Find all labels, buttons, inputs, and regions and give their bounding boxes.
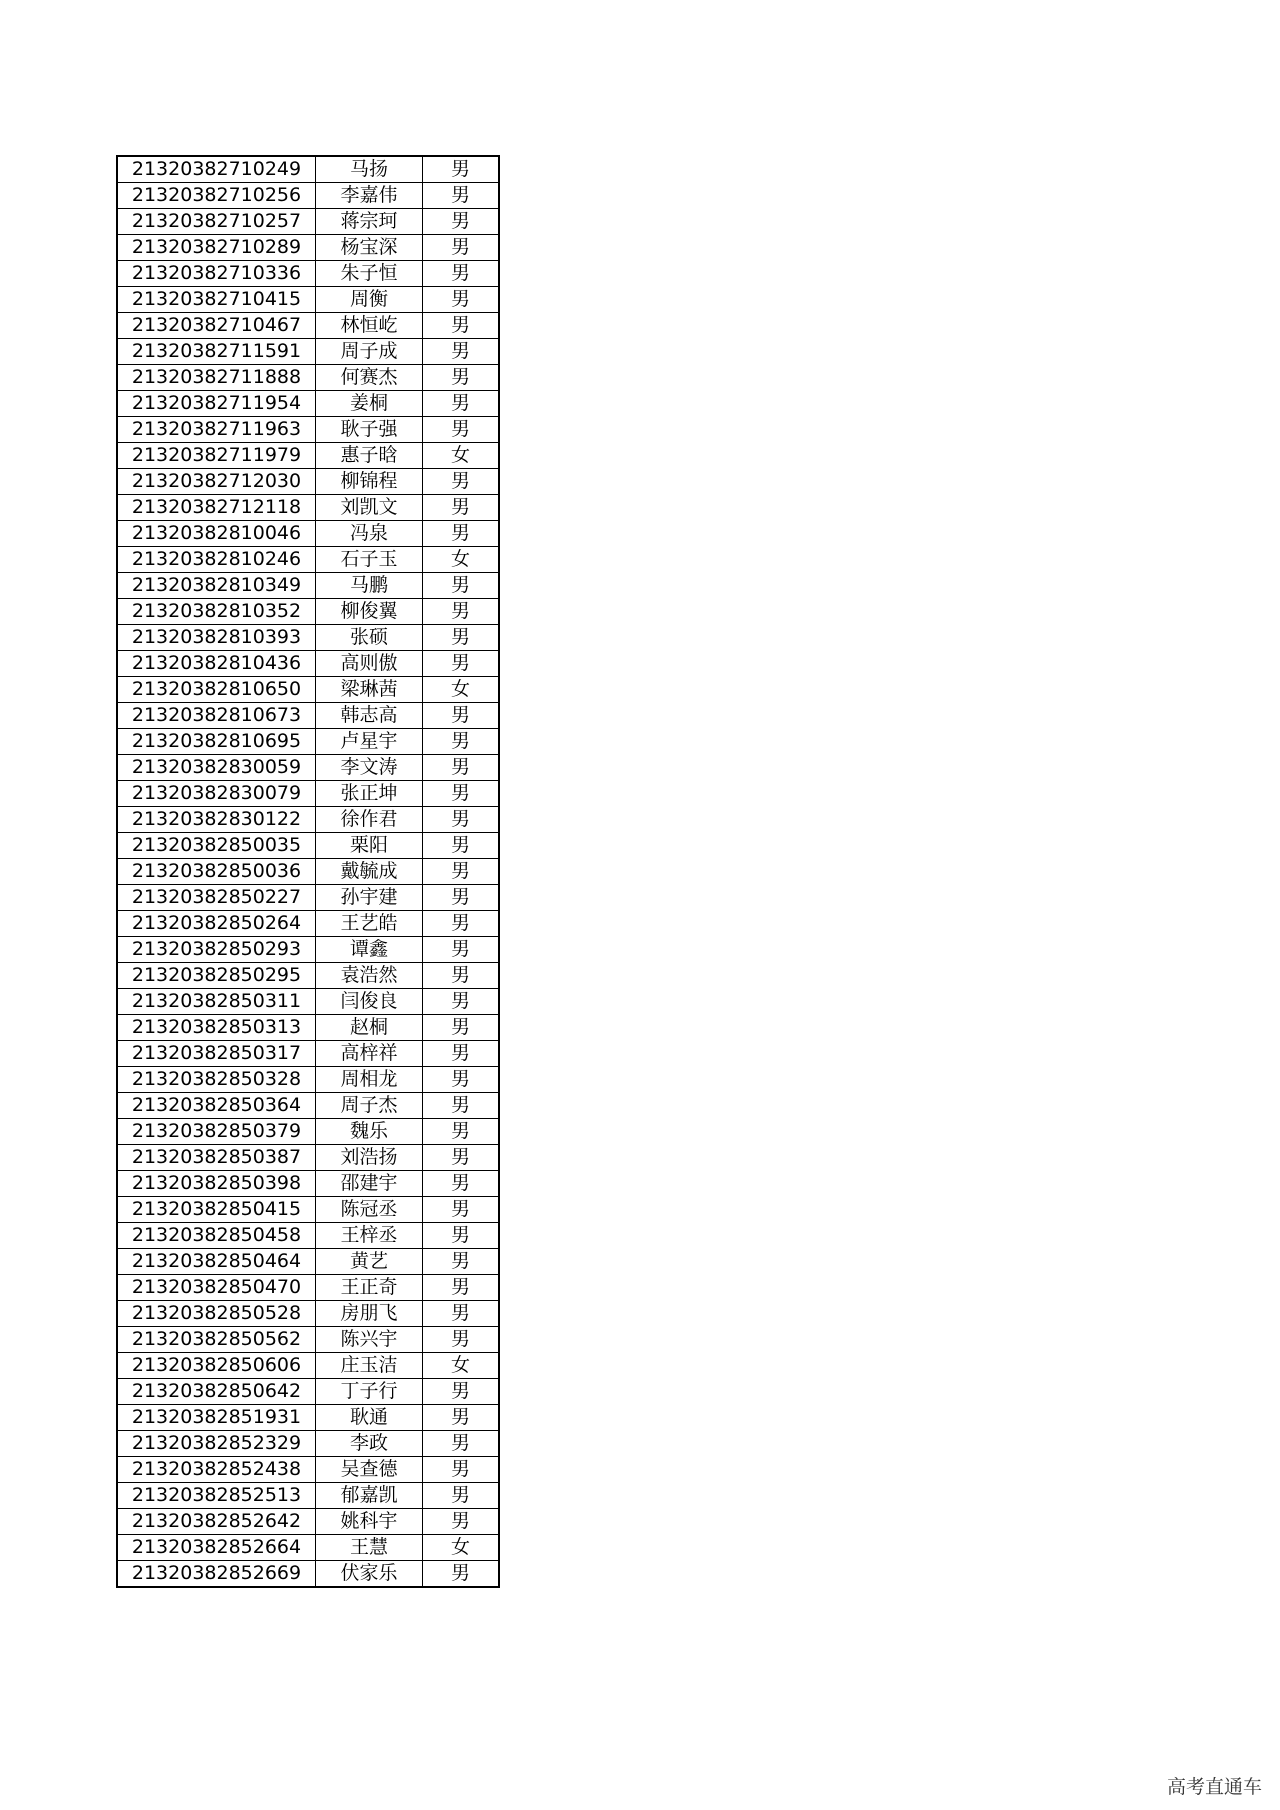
table-row xyxy=(117,807,499,833)
student-id-cell: 21320382810695 xyxy=(117,729,316,755)
student-id-cell: 21320382850264 xyxy=(117,911,316,937)
table-row xyxy=(117,261,499,287)
table-row xyxy=(117,1067,499,1093)
student-name-cell: 李文涛 xyxy=(316,755,423,781)
table-row xyxy=(117,599,499,625)
student-id-cell: 21320382810650 xyxy=(117,677,316,703)
student-id-cell: 21320382810673 xyxy=(117,703,316,729)
table-row xyxy=(117,1197,499,1223)
student-id-cell: 21320382850562 xyxy=(117,1327,316,1353)
student-id-cell: 21320382852642 xyxy=(117,1509,316,1535)
table-row xyxy=(117,1509,499,1535)
student-sex-cell: 男 xyxy=(423,261,500,287)
student-sex-cell: 男 xyxy=(423,755,500,781)
student-sex-cell: 男 xyxy=(423,1509,500,1535)
student-sex-cell: 男 xyxy=(423,1405,500,1431)
student-sex-cell: 男 xyxy=(423,963,500,989)
student-name-cell: 郁嘉凯 xyxy=(316,1483,423,1509)
student-name-cell: 朱子恒 xyxy=(316,261,423,287)
student-name-cell: 周衡 xyxy=(316,287,423,313)
table-row xyxy=(117,313,499,339)
student-name-cell: 陈冠丞 xyxy=(316,1197,423,1223)
student-sex-cell: 男 xyxy=(423,989,500,1015)
student-name-cell: 惠子晗 xyxy=(316,443,423,469)
student-id-cell: 21320382810352 xyxy=(117,599,316,625)
table-row xyxy=(117,729,499,755)
student-id-cell: 21320382850606 xyxy=(117,1353,316,1379)
student-name-cell: 周子成 xyxy=(316,339,423,365)
student-id-cell: 21320382710415 xyxy=(117,287,316,313)
table-row xyxy=(117,1275,499,1301)
student-sex-cell: 男 xyxy=(423,495,500,521)
student-sex-cell: 男 xyxy=(423,1301,500,1327)
student-sex-cell: 男 xyxy=(423,651,500,677)
table-row xyxy=(117,1015,499,1041)
student-name-cell: 栗阳 xyxy=(316,833,423,859)
student-id-cell: 21320382850415 xyxy=(117,1197,316,1223)
student-id-cell: 21320382850036 xyxy=(117,859,316,885)
student-id-cell: 21320382850328 xyxy=(117,1067,316,1093)
student-sex-cell: 男 xyxy=(423,365,500,391)
student-id-cell: 21320382850364 xyxy=(117,1093,316,1119)
student-id-cell: 21320382810393 xyxy=(117,625,316,651)
student-sex-cell: 男 xyxy=(423,287,500,313)
student-id-cell: 21320382711979 xyxy=(117,443,316,469)
student-id-cell: 21320382850528 xyxy=(117,1301,316,1327)
table-row xyxy=(117,183,499,209)
student-sex-cell: 男 xyxy=(423,313,500,339)
student-name-cell: 刘凯文 xyxy=(316,495,423,521)
table-row xyxy=(117,1535,499,1561)
student-sex-cell: 男 xyxy=(423,781,500,807)
student-name-cell: 马鹏 xyxy=(316,573,423,599)
student-name-cell: 李政 xyxy=(316,1431,423,1457)
table-row xyxy=(117,1093,499,1119)
student-id-cell: 21320382712030 xyxy=(117,469,316,495)
student-name-cell: 柳锦程 xyxy=(316,469,423,495)
table-row xyxy=(117,833,499,859)
student-sex-cell: 男 xyxy=(423,183,500,209)
student-sex-cell: 男 xyxy=(423,1483,500,1509)
table-row xyxy=(117,1457,499,1483)
student-id-cell: 21320382850379 xyxy=(117,1119,316,1145)
table-row xyxy=(117,365,499,391)
student-name-cell: 房朋飞 xyxy=(316,1301,423,1327)
student-sex-cell: 男 xyxy=(423,1093,500,1119)
table-row xyxy=(117,287,499,313)
table-row xyxy=(117,469,499,495)
table-row xyxy=(117,989,499,1015)
student-sex-cell: 男 xyxy=(423,1145,500,1171)
student-id-cell: 21320382810349 xyxy=(117,573,316,599)
student-sex-cell: 男 xyxy=(423,1249,500,1275)
student-id-cell: 21320382711591 xyxy=(117,339,316,365)
table-row xyxy=(117,1041,499,1067)
student-sex-cell: 男 xyxy=(423,911,500,937)
student-name-cell: 戴毓成 xyxy=(316,859,423,885)
student-sex-cell: 男 xyxy=(423,1171,500,1197)
table-row xyxy=(117,859,499,885)
student-name-cell: 张正坤 xyxy=(316,781,423,807)
table-row xyxy=(117,1301,499,1327)
student-sex-cell: 男 xyxy=(423,521,500,547)
student-sex-cell: 男 xyxy=(423,807,500,833)
student-sex-cell: 男 xyxy=(423,209,500,235)
table-row xyxy=(117,1483,499,1509)
student-name-cell: 马扬 xyxy=(316,156,423,183)
student-name-cell: 林恒屹 xyxy=(316,313,423,339)
table-row xyxy=(117,781,499,807)
table-row xyxy=(117,1223,499,1249)
roster-body xyxy=(117,156,499,1587)
student-sex-cell: 女 xyxy=(423,547,500,573)
student-sex-cell: 男 xyxy=(423,1327,500,1353)
table-row xyxy=(117,443,499,469)
student-sex-cell: 男 xyxy=(423,729,500,755)
table-row xyxy=(117,963,499,989)
student-id-cell: 21320382852669 xyxy=(117,1561,316,1588)
student-id-cell: 21320382850398 xyxy=(117,1171,316,1197)
student-name-cell: 卢星宇 xyxy=(316,729,423,755)
student-id-cell: 21320382710467 xyxy=(117,313,316,339)
table-row xyxy=(117,1327,499,1353)
student-name-cell: 陈兴宇 xyxy=(316,1327,423,1353)
student-sex-cell: 男 xyxy=(423,885,500,911)
student-sex-cell: 男 xyxy=(423,833,500,859)
student-id-cell: 21320382850464 xyxy=(117,1249,316,1275)
table-row xyxy=(117,547,499,573)
student-id-cell: 21320382852513 xyxy=(117,1483,316,1509)
student-id-cell: 21320382810436 xyxy=(117,651,316,677)
student-name-cell: 魏乐 xyxy=(316,1119,423,1145)
student-id-cell: 21320382810046 xyxy=(117,521,316,547)
student-sex-cell: 男 xyxy=(423,937,500,963)
student-name-cell: 梁琳茜 xyxy=(316,677,423,703)
student-sex-cell: 男 xyxy=(423,391,500,417)
table-row xyxy=(117,1561,499,1588)
student-sex-cell: 男 xyxy=(423,573,500,599)
table-row xyxy=(117,937,499,963)
table-row xyxy=(117,677,499,703)
table-row xyxy=(117,235,499,261)
student-sex-cell: 女 xyxy=(423,677,500,703)
table-row xyxy=(117,391,499,417)
student-sex-cell: 男 xyxy=(423,859,500,885)
student-name-cell: 吴查德 xyxy=(316,1457,423,1483)
student-name-cell: 姚科宇 xyxy=(316,1509,423,1535)
student-sex-cell: 男 xyxy=(423,1067,500,1093)
student-sex-cell: 男 xyxy=(423,1119,500,1145)
student-name-cell: 周相龙 xyxy=(316,1067,423,1093)
student-id-cell: 21320382850642 xyxy=(117,1379,316,1405)
student-name-cell: 姜桐 xyxy=(316,391,423,417)
table-row xyxy=(117,1171,499,1197)
student-roster-table xyxy=(116,155,500,1588)
student-sex-cell: 男 xyxy=(423,1197,500,1223)
table-row xyxy=(117,911,499,937)
student-name-cell: 赵桐 xyxy=(316,1015,423,1041)
table-row xyxy=(117,1145,499,1171)
table-row xyxy=(117,1353,499,1379)
student-id-cell: 21320382710257 xyxy=(117,209,316,235)
student-id-cell: 21320382850313 xyxy=(117,1015,316,1041)
student-sex-cell: 男 xyxy=(423,1379,500,1405)
student-id-cell: 21320382850227 xyxy=(117,885,316,911)
table-row xyxy=(117,651,499,677)
student-name-cell: 石子玉 xyxy=(316,547,423,573)
student-sex-cell: 男 xyxy=(423,1431,500,1457)
student-name-cell: 韩志高 xyxy=(316,703,423,729)
student-name-cell: 张硕 xyxy=(316,625,423,651)
student-id-cell: 21320382830059 xyxy=(117,755,316,781)
student-name-cell: 黄艺 xyxy=(316,1249,423,1275)
table-row xyxy=(117,885,499,911)
student-id-cell: 21320382850470 xyxy=(117,1275,316,1301)
student-id-cell: 21320382850311 xyxy=(117,989,316,1015)
student-name-cell: 徐作君 xyxy=(316,807,423,833)
student-name-cell: 杨宝深 xyxy=(316,235,423,261)
student-name-cell: 周子杰 xyxy=(316,1093,423,1119)
student-id-cell: 21320382852664 xyxy=(117,1535,316,1561)
student-sex-cell: 男 xyxy=(423,1561,500,1588)
student-sex-cell: 男 xyxy=(423,625,500,651)
student-sex-cell: 男 xyxy=(423,235,500,261)
student-id-cell: 21320382710256 xyxy=(117,183,316,209)
student-name-cell: 蒋宗珂 xyxy=(316,209,423,235)
student-id-cell: 21320382711963 xyxy=(117,417,316,443)
student-id-cell: 21320382852438 xyxy=(117,1457,316,1483)
table-row xyxy=(117,209,499,235)
table-row xyxy=(117,1431,499,1457)
student-sex-cell: 女 xyxy=(423,1353,500,1379)
watermark-text: 高考直通车 xyxy=(1166,1776,1262,1798)
student-name-cell: 邵建宇 xyxy=(316,1171,423,1197)
student-sex-cell: 男 xyxy=(423,599,500,625)
student-name-cell: 王艺皓 xyxy=(316,911,423,937)
student-name-cell: 李嘉伟 xyxy=(316,183,423,209)
table-row xyxy=(117,156,499,183)
student-name-cell: 高则傲 xyxy=(316,651,423,677)
student-id-cell: 21320382810246 xyxy=(117,547,316,573)
student-id-cell: 21320382850458 xyxy=(117,1223,316,1249)
student-name-cell: 庄玉洁 xyxy=(316,1353,423,1379)
student-sex-cell: 男 xyxy=(423,1275,500,1301)
student-name-cell: 谭鑫 xyxy=(316,937,423,963)
student-id-cell: 21320382852329 xyxy=(117,1431,316,1457)
student-id-cell: 21320382850035 xyxy=(117,833,316,859)
student-name-cell: 闫俊良 xyxy=(316,989,423,1015)
student-id-cell: 21320382850387 xyxy=(117,1145,316,1171)
student-id-cell: 21320382850293 xyxy=(117,937,316,963)
student-id-cell: 21320382711888 xyxy=(117,365,316,391)
student-name-cell: 刘浩扬 xyxy=(316,1145,423,1171)
student-name-cell: 王梓丞 xyxy=(316,1223,423,1249)
student-sex-cell: 男 xyxy=(423,1041,500,1067)
student-name-cell: 袁浩然 xyxy=(316,963,423,989)
student-sex-cell: 男 xyxy=(423,1015,500,1041)
table-row xyxy=(117,573,499,599)
table-row xyxy=(117,703,499,729)
table-row xyxy=(117,625,499,651)
student-id-cell: 21320382830122 xyxy=(117,807,316,833)
student-sex-cell: 男 xyxy=(423,1457,500,1483)
student-name-cell: 耿子强 xyxy=(316,417,423,443)
student-name-cell: 耿通 xyxy=(316,1405,423,1431)
student-name-cell: 王慧 xyxy=(316,1535,423,1561)
student-name-cell: 孙宇建 xyxy=(316,885,423,911)
student-sex-cell: 男 xyxy=(423,1223,500,1249)
student-id-cell: 21320382851931 xyxy=(117,1405,316,1431)
student-id-cell: 21320382712118 xyxy=(117,495,316,521)
student-name-cell: 高梓祥 xyxy=(316,1041,423,1067)
table-row xyxy=(117,1405,499,1431)
student-name-cell: 柳俊翼 xyxy=(316,599,423,625)
student-sex-cell: 男 xyxy=(423,469,500,495)
table-row xyxy=(117,1249,499,1275)
student-id-cell: 21320382850317 xyxy=(117,1041,316,1067)
student-id-cell: 21320382711954 xyxy=(117,391,316,417)
student-name-cell: 王正奇 xyxy=(316,1275,423,1301)
student-sex-cell: 女 xyxy=(423,443,500,469)
student-name-cell: 何赛杰 xyxy=(316,365,423,391)
table-row xyxy=(117,1119,499,1145)
student-id-cell: 21320382830079 xyxy=(117,781,316,807)
student-sex-cell: 男 xyxy=(423,703,500,729)
student-id-cell: 21320382710336 xyxy=(117,261,316,287)
student-id-cell: 21320382710289 xyxy=(117,235,316,261)
student-sex-cell: 男 xyxy=(423,417,500,443)
student-sex-cell: 女 xyxy=(423,1535,500,1561)
student-sex-cell: 男 xyxy=(423,156,500,183)
student-sex-cell: 男 xyxy=(423,339,500,365)
student-id-cell: 21320382850295 xyxy=(117,963,316,989)
table-row xyxy=(117,417,499,443)
student-name-cell: 冯泉 xyxy=(316,521,423,547)
table-row xyxy=(117,339,499,365)
student-name-cell: 丁子行 xyxy=(316,1379,423,1405)
table-row xyxy=(117,755,499,781)
student-name-cell: 伏家乐 xyxy=(316,1561,423,1588)
student-id-cell: 21320382710249 xyxy=(117,156,316,183)
table-row xyxy=(117,1379,499,1405)
table-row xyxy=(117,495,499,521)
table-row xyxy=(117,521,499,547)
